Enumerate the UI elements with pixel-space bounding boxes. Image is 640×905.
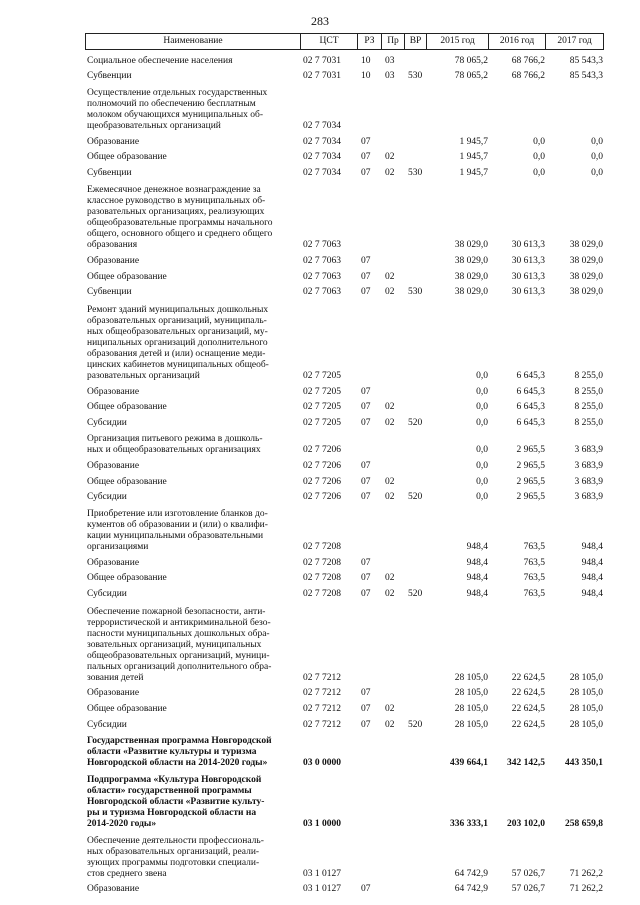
row-name: Обеспечение пожарной безопасности, анти- террористической и антикриминальной безо- пасности муниципальных дошкольных обра- зовательных организаций, муниципальных общеобразовательных организаций, муници- пальных организаций дополнительного обра- зования детей — [87, 606, 272, 683]
row-value-2016: 57 026,7 — [511, 884, 545, 895]
row-value-2016: 2 965,5 — [516, 445, 545, 456]
row-cst: 02 7 7034 — [303, 152, 341, 163]
row-pr: 02 — [385, 704, 395, 715]
row-cst: 02 7 7034 — [303, 168, 341, 179]
row-cst: 02 7 7031 — [303, 71, 341, 82]
row-value-2016: 0,0 — [533, 136, 545, 147]
row-pr: 02 — [385, 418, 395, 429]
row-value-2017: 8 255,0 — [574, 371, 603, 382]
row-value-2016: 30 613,3 — [511, 271, 545, 282]
row-value-2015: 336 333,1 — [450, 819, 488, 830]
row-rz: 07 — [361, 704, 371, 715]
row-value-2016: 6 645,3 — [516, 371, 545, 382]
row-value-2017: 3 683,9 — [574, 476, 603, 487]
row-value-2017: 38 029,0 — [569, 240, 603, 251]
row-cst: 02 7 7034 — [303, 121, 341, 132]
row-rz: 07 — [361, 168, 371, 179]
row-cst: 03 1 0127 — [303, 868, 341, 879]
row-cst: 02 7 7205 — [303, 418, 341, 429]
table-row — [0, 382, 640, 398]
header-rz: РЗ — [357, 34, 381, 49]
row-value-2015: 28 105,0 — [454, 704, 488, 715]
row-vr: 520 — [408, 492, 423, 503]
row-name: Субсидии — [87, 589, 127, 600]
row-name: Ежемесячное денежное вознаграждение за классное руководство в муниципальных об- разовательных организациях, реализующих общеобразовательные программы начального общего, основного общего и среднего общего образования — [87, 185, 273, 251]
table-row — [0, 132, 640, 148]
row-value-2015: 0,0 — [476, 445, 488, 456]
table-row — [0, 398, 640, 414]
row-value-2017: 3 683,9 — [574, 460, 603, 471]
row-name: Общее образование — [87, 271, 167, 282]
row-name: Приобретение или изготовление бланков до- кументов об образовании и (или) о квалифи- кации муниципальными образовательными организациями — [87, 508, 268, 552]
row-value-2016: 2 965,5 — [516, 460, 545, 471]
table-row — [0, 584, 640, 600]
row-value-2017: 38 029,0 — [569, 271, 603, 282]
row-vr: 520 — [408, 719, 423, 730]
row-cst: 02 7 7063 — [303, 256, 341, 267]
row-cst: 02 7 7206 — [303, 460, 341, 471]
table-row — [0, 251, 640, 267]
row-rz: 07 — [361, 557, 371, 568]
row-cst: 03 1 0000 — [303, 819, 341, 830]
table-row — [0, 503, 640, 553]
table-row — [0, 684, 640, 700]
row-name: Осуществление отдельных государственных полномочий по обеспечению бесплатным молоком обучающихся муниципальных об- щеобразовательных организаций — [87, 88, 268, 132]
table-row — [0, 51, 640, 67]
header-name: Наименование — [163, 36, 223, 46]
row-cst: 02 7 7208 — [303, 573, 341, 584]
row-cst: 02 7 7212 — [303, 688, 341, 699]
header-pr: Пр — [381, 34, 404, 49]
row-name: Организация питьевого режима в дошколь- ных и общеобразовательных организациях — [87, 434, 263, 456]
row-name: Общее образование — [87, 476, 167, 487]
row-rz: 07 — [361, 460, 371, 471]
row-value-2015: 0,0 — [476, 386, 488, 397]
row-value-2017: 28 105,0 — [569, 719, 603, 730]
row-value-2017: 28 105,0 — [569, 704, 603, 715]
row-cst: 02 7 7063 — [303, 287, 341, 298]
row-value-2015: 0,0 — [476, 418, 488, 429]
row-cst: 03 0 0000 — [303, 758, 341, 769]
table-row — [0, 731, 640, 769]
row-rz: 07 — [361, 386, 371, 397]
table-row — [0, 600, 640, 684]
table-row — [0, 880, 640, 896]
row-value-2017: 0,0 — [591, 168, 603, 179]
row-cst: 02 7 7212 — [303, 704, 341, 715]
row-value-2015: 78 065,2 — [454, 55, 488, 66]
table-row — [0, 456, 640, 472]
row-cst: 02 7 7031 — [303, 55, 341, 66]
row-name: Общее образование — [87, 704, 167, 715]
row-name: Социальное обеспечение населения — [87, 55, 233, 66]
row-pr: 02 — [385, 168, 395, 179]
row-value-2015: 1 945,7 — [459, 136, 488, 147]
row-value-2017: 8 255,0 — [574, 418, 603, 429]
row-value-2017: 38 029,0 — [569, 287, 603, 298]
table-row — [0, 413, 640, 429]
row-pr: 02 — [385, 476, 395, 487]
row-value-2015: 64 742,9 — [454, 884, 488, 895]
table-row — [0, 769, 640, 830]
row-value-2015: 0,0 — [476, 402, 488, 413]
row-value-2016: 203 102,0 — [507, 819, 545, 830]
row-value-2017: 0,0 — [591, 152, 603, 163]
row-rz: 07 — [361, 589, 371, 600]
row-value-2015: 78 065,2 — [454, 71, 488, 82]
table-row — [0, 553, 640, 569]
row-value-2017: 3 683,9 — [574, 445, 603, 456]
row-name: Образование — [87, 460, 140, 471]
row-cst: 02 7 7206 — [303, 445, 341, 456]
row-value-2015: 948,4 — [466, 573, 488, 584]
row-value-2016: 342 142,5 — [507, 758, 545, 769]
row-name: Субвенции — [87, 71, 132, 82]
row-name: Образование — [87, 688, 140, 699]
row-rz: 07 — [361, 136, 371, 147]
row-vr: 520 — [408, 589, 423, 600]
row-name: Субсидии — [87, 418, 127, 429]
row-value-2016: 6 645,3 — [516, 386, 545, 397]
row-value-2016: 57 026,7 — [511, 868, 545, 879]
row-vr: 530 — [408, 168, 423, 179]
row-pr: 02 — [385, 287, 395, 298]
row-value-2015: 38 029,0 — [454, 256, 488, 267]
row-name: Субвенции — [87, 168, 132, 179]
table-row — [0, 830, 640, 880]
row-pr: 02 — [385, 152, 395, 163]
row-value-2017: 38 029,0 — [569, 256, 603, 267]
header-2017: 2017 год — [545, 34, 603, 49]
row-cst: 02 7 7206 — [303, 476, 341, 487]
row-rz: 07 — [361, 884, 371, 895]
row-rz: 07 — [361, 287, 371, 298]
row-cst: 02 7 7205 — [303, 402, 341, 413]
table-row — [0, 179, 640, 251]
row-value-2017: 443 350,1 — [565, 758, 603, 769]
row-pr: 02 — [385, 492, 395, 503]
table-row — [0, 429, 640, 456]
row-cst: 02 7 7063 — [303, 240, 341, 251]
table-row — [0, 283, 640, 299]
row-value-2015: 948,4 — [466, 541, 488, 552]
row-value-2017: 71 262,2 — [569, 868, 603, 879]
row-value-2016: 22 624,5 — [511, 719, 545, 730]
header-vr: ВР — [404, 34, 426, 49]
row-cst: 02 7 7208 — [303, 589, 341, 600]
row-name: Субвенции — [87, 287, 132, 298]
row-value-2016: 22 624,5 — [511, 704, 545, 715]
row-pr: 02 — [385, 402, 395, 413]
table-row — [0, 699, 640, 715]
row-value-2015: 64 742,9 — [454, 868, 488, 879]
row-value-2017: 28 105,0 — [569, 672, 603, 683]
row-name: Образование — [87, 386, 140, 397]
row-value-2016: 68 766,2 — [511, 71, 545, 82]
table-row — [0, 715, 640, 731]
row-vr: 530 — [408, 71, 423, 82]
row-cst: 02 7 7212 — [303, 672, 341, 683]
row-value-2015: 1 945,7 — [459, 152, 488, 163]
row-cst: 02 7 7205 — [303, 371, 341, 382]
table-body — [0, 51, 640, 895]
row-value-2017: 71 262,2 — [569, 884, 603, 895]
row-pr: 02 — [385, 573, 395, 584]
header-2016: 2016 год — [488, 34, 545, 49]
header-2015: 2015 год — [426, 34, 488, 49]
row-cst: 02 7 7208 — [303, 557, 341, 568]
row-cst: 02 7 7205 — [303, 386, 341, 397]
table-row — [0, 298, 640, 382]
row-name: Образование — [87, 256, 140, 267]
row-rz: 10 — [361, 55, 371, 66]
row-value-2015: 28 105,0 — [454, 719, 488, 730]
row-value-2016: 0,0 — [533, 168, 545, 179]
row-vr: 530 — [408, 287, 423, 298]
row-value-2017: 3 683,9 — [574, 492, 603, 503]
row-rz: 07 — [361, 152, 371, 163]
row-value-2016: 2 965,5 — [516, 476, 545, 487]
table-row — [0, 163, 640, 179]
row-cst: 02 7 7208 — [303, 541, 341, 552]
row-name: Общее образование — [87, 402, 167, 413]
row-name: Субсидии — [87, 492, 127, 503]
row-rz: 10 — [361, 71, 371, 82]
row-value-2016: 6 645,3 — [516, 418, 545, 429]
row-name: Государственная программа Новгородской области «Развитие культуры и туризма Новгородской области на 2014-2020 годы» — [87, 736, 272, 769]
row-value-2017: 85 543,3 — [569, 55, 603, 66]
table-row — [0, 569, 640, 585]
row-pr: 03 — [385, 55, 395, 66]
row-name: Образование — [87, 557, 140, 568]
row-value-2017: 948,4 — [581, 573, 603, 584]
row-value-2015: 948,4 — [466, 557, 488, 568]
row-value-2016: 2 965,5 — [516, 492, 545, 503]
row-rz: 07 — [361, 688, 371, 699]
row-name: Образование — [87, 884, 140, 895]
row-value-2016: 30 613,3 — [511, 256, 545, 267]
row-value-2017: 0,0 — [591, 136, 603, 147]
row-value-2017: 8 255,0 — [574, 402, 603, 413]
row-cst: 03 1 0127 — [303, 884, 341, 895]
row-value-2016: 763,5 — [523, 557, 545, 568]
row-value-2016: 6 645,3 — [516, 402, 545, 413]
row-rz: 07 — [361, 256, 371, 267]
row-cst: 02 7 7063 — [303, 271, 341, 282]
page-number: 283 — [311, 14, 329, 28]
row-value-2015: 0,0 — [476, 371, 488, 382]
row-name: Подпрограмма «Культура Новгородской области» государственной программы Новгородской области «Развитие культу- ры и туризма Новгородской области на 2014-2020 годы» — [87, 775, 265, 830]
row-name: Общее образование — [87, 573, 167, 584]
row-value-2017: 8 255,0 — [574, 386, 603, 397]
row-value-2016: 30 613,3 — [511, 287, 545, 298]
row-value-2015: 948,4 — [466, 589, 488, 600]
table-row — [0, 488, 640, 504]
table-row — [0, 472, 640, 488]
header-cst: ЦСТ — [300, 34, 357, 49]
row-value-2015: 28 105,0 — [454, 688, 488, 699]
row-vr: 520 — [408, 418, 423, 429]
row-value-2015: 38 029,0 — [454, 240, 488, 251]
row-rz: 07 — [361, 271, 371, 282]
row-value-2017: 85 543,3 — [569, 71, 603, 82]
row-value-2016: 22 624,5 — [511, 688, 545, 699]
row-value-2015: 0,0 — [476, 492, 488, 503]
row-cst: 02 7 7206 — [303, 492, 341, 503]
table-row — [0, 82, 640, 132]
row-pr: 02 — [385, 719, 395, 730]
row-value-2017: 948,4 — [581, 589, 603, 600]
row-rz: 07 — [361, 402, 371, 413]
row-value-2017: 948,4 — [581, 541, 603, 552]
row-rz: 07 — [361, 418, 371, 429]
row-rz: 07 — [361, 492, 371, 503]
row-value-2017: 948,4 — [581, 557, 603, 568]
row-value-2015: 0,0 — [476, 460, 488, 471]
table-row — [0, 67, 640, 83]
row-name: Общее образование — [87, 152, 167, 163]
row-pr: 02 — [385, 271, 395, 282]
row-pr: 02 — [385, 589, 395, 600]
row-value-2015: 1 945,7 — [459, 168, 488, 179]
row-rz: 07 — [361, 476, 371, 487]
row-value-2015: 38 029,0 — [454, 287, 488, 298]
row-name: Образование — [87, 136, 140, 147]
row-value-2017: 258 659,8 — [565, 819, 603, 830]
row-value-2015: 28 105,0 — [454, 672, 488, 683]
row-value-2016: 22 624,5 — [511, 672, 545, 683]
row-value-2016: 763,5 — [523, 589, 545, 600]
row-value-2016: 763,5 — [523, 541, 545, 552]
row-value-2016: 0,0 — [533, 152, 545, 163]
table-header — [85, 33, 604, 50]
row-rz: 07 — [361, 719, 371, 730]
table-row — [0, 267, 640, 283]
row-name: Субсидии — [87, 719, 127, 730]
row-value-2016: 30 613,3 — [511, 240, 545, 251]
row-name: Обеспечение деятельности профессиональ- ных образовательных организаций, реали- зующих программы подготовки специали- стов среднего звена — [87, 835, 264, 879]
row-rz: 07 — [361, 573, 371, 584]
row-name: Ремонт зданий муниципальных дошкольных образовательных организаций, муниципаль- ных общеобразовательных организаций, му- ниципальных организаций дополнительного образования детей и (или) оснащение меди- цинских кабинетов муниципальных общеоб- разовательных организаций — [87, 305, 269, 382]
row-value-2016: 763,5 — [523, 573, 545, 584]
row-value-2017: 28 105,0 — [569, 688, 603, 699]
row-pr: 03 — [385, 71, 395, 82]
table-row — [0, 148, 640, 164]
row-cst: 02 7 7212 — [303, 719, 341, 730]
row-cst: 02 7 7034 — [303, 136, 341, 147]
row-value-2015: 38 029,0 — [454, 271, 488, 282]
row-value-2016: 68 766,2 — [511, 55, 545, 66]
row-value-2015: 0,0 — [476, 476, 488, 487]
row-value-2015: 439 664,1 — [450, 758, 488, 769]
